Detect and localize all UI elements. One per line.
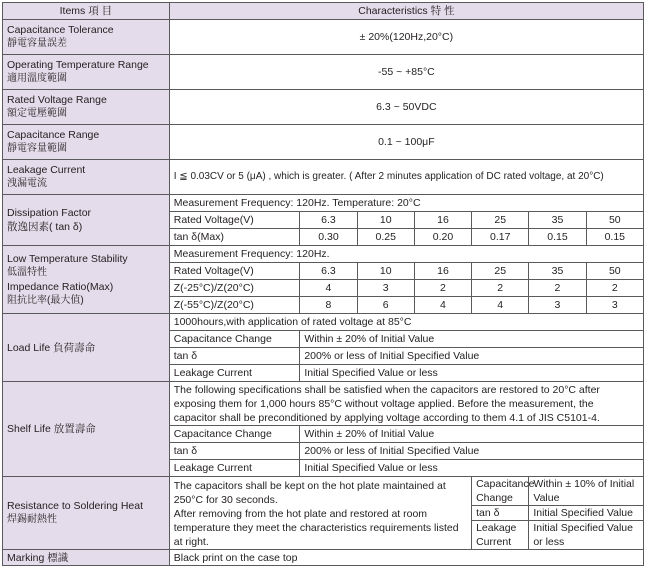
- item-value: Black print on the case top: [169, 550, 643, 566]
- table-cell: Initial Specified Value or less: [300, 460, 644, 477]
- table-cell: 3: [586, 297, 643, 314]
- table-cell: Initial Specified Value: [529, 506, 644, 521]
- item-label-zh: 散逸因素( tan δ): [7, 221, 83, 233]
- table-cell: 3: [529, 297, 586, 314]
- row-label: Z(-55°C)/Z(20°C): [169, 297, 300, 314]
- table-cell: 35: [529, 212, 586, 229]
- table-cell: 50: [586, 263, 643, 280]
- table-cell: 10: [357, 212, 414, 229]
- table-cell: 6: [357, 297, 414, 314]
- item-label: Capacitance Range: [7, 129, 100, 141]
- table-cell: 3: [357, 280, 414, 297]
- table-row: [3, 382, 644, 426]
- spec-table: [2, 2, 644, 566]
- item-label: Low Temperature Stability: [7, 252, 128, 265]
- item-label: Capacitance Tolerance: [7, 24, 114, 36]
- item-value: 0.1 ~ 100μF: [169, 125, 643, 160]
- table-cell: 16: [414, 263, 471, 280]
- item-label: Rated Voltage Range: [7, 94, 107, 106]
- table-cell: Within ± 20% of Initial Value: [300, 331, 644, 348]
- condition-text: The following specifications shall be satisfied when the capacitors are restored to 20°C after exposing them for 1,000 hours 85°C without voltage applied. Before the measurement, the capacitor shall be preconditioned by applying voltage according to them 4.1 of JIS C5101-4.: [169, 382, 643, 426]
- table-row: [3, 195, 644, 212]
- table-row: [3, 20, 644, 55]
- item-label: Impedance Ratio(Max): [7, 280, 114, 293]
- table-cell: Initial Specified Value or less: [529, 521, 644, 550]
- item-label-zh: 適用溫度範圍: [7, 73, 67, 84]
- table-cell: 0.15: [529, 229, 586, 246]
- item-value: ± 20%(120Hz,20°C): [169, 20, 643, 55]
- table-cell: 25: [472, 263, 529, 280]
- table-cell: 4: [414, 297, 471, 314]
- table-row: [3, 477, 644, 506]
- table-row: [3, 55, 644, 90]
- condition-text: Measurement Frequency: 120Hz. Temperature: 20°C: [169, 195, 643, 212]
- table-cell: 2: [529, 280, 586, 297]
- table-cell: 35: [529, 263, 586, 280]
- item-label: Marking 標識: [3, 550, 170, 566]
- table-cell: 4: [300, 280, 357, 297]
- table-cell: 4: [472, 297, 529, 314]
- table-cell: 0.15: [586, 229, 643, 246]
- item-label: Dissipation Factor: [7, 207, 92, 219]
- item-label: Resistance to Soldering Heat: [7, 500, 143, 512]
- row-label: Leakage Current: [169, 365, 300, 382]
- row-label: tan δ: [169, 443, 300, 460]
- items-header: Items 項 目: [3, 3, 170, 20]
- table-row: [3, 314, 644, 331]
- row-label: Rated Voltage(V): [169, 212, 300, 229]
- item-value: 6.3 ~ 50VDC: [169, 90, 643, 125]
- table-row: [3, 125, 644, 160]
- table-row: [3, 90, 644, 125]
- table-cell: 0.25: [357, 229, 414, 246]
- item-label-zh: 阻抗比率(最大值): [7, 294, 84, 306]
- table-cell: 6.3: [300, 212, 357, 229]
- table-cell: 0.17: [472, 229, 529, 246]
- item-label-zh: 洩漏電流: [7, 178, 47, 189]
- item-label: Shelf Life 放置壽命: [3, 382, 170, 477]
- table-cell: 2: [586, 280, 643, 297]
- item-label: Operating Temperature Range: [7, 59, 149, 71]
- row-label: Capacitance Change: [169, 426, 300, 443]
- table-cell: 8: [300, 297, 357, 314]
- row-label: Capacitance Change: [169, 331, 300, 348]
- item-label-zh: 額定電壓範圍: [7, 108, 67, 119]
- table-cell: Within ± 10% of Initial Value: [529, 477, 644, 506]
- row-label: tan δ(Max): [169, 229, 300, 246]
- table-cell: 0.30: [300, 229, 357, 246]
- table-row: [3, 160, 644, 195]
- item-label-zh: 低溫特性: [7, 266, 47, 278]
- row-label: Rated Voltage(V): [169, 263, 300, 280]
- condition-text: 1000hours,with application of rated voltage at 85°C: [169, 314, 643, 331]
- table-cell: 0.20: [414, 229, 471, 246]
- table-cell: 25: [472, 212, 529, 229]
- row-label: tan δ: [472, 506, 529, 521]
- table-cell: Initial Specified Value or less: [300, 365, 644, 382]
- item-label-zh: 靜電容量誤差: [7, 38, 67, 49]
- table-cell: 16: [414, 212, 471, 229]
- table-row: [3, 246, 644, 263]
- table-cell: 200% or less of Initial Specified Value: [300, 348, 644, 365]
- item-label-zh: 焊錫耐熱性: [7, 514, 57, 525]
- row-label: Leakage Current: [472, 521, 529, 550]
- table-cell: 50: [586, 212, 643, 229]
- item-label: Leakage Current: [7, 164, 86, 176]
- row-label: Leakage Current: [169, 460, 300, 477]
- table-cell: 6.3: [300, 263, 357, 280]
- solder-text-1: The capacitors shall be kept on the hot plate maintained at 250°C for 30 seconds.: [173, 480, 446, 506]
- table-cell: 2: [414, 280, 471, 297]
- item-value: I ≦ 0.03CV or 5 (μA) , which is greater. ( After 2 minutes application of DC rated voltage, at 20°C): [169, 160, 643, 195]
- table-row: [3, 550, 644, 566]
- table-cell: 10: [357, 263, 414, 280]
- characteristics-header: Characteristics 特 性: [169, 3, 643, 20]
- row-label: Z(-25°C)/Z(20°C): [169, 280, 300, 297]
- item-label: Load Life 負荷壽命: [3, 314, 170, 382]
- table-cell: 200% or less of Initial Specified Value: [300, 443, 644, 460]
- row-label: Capacitance Change: [472, 477, 529, 506]
- condition-text: Measurement Frequency: 120Hz.: [169, 246, 643, 263]
- solder-text-2: After removing from the hot plate and restored at room temperature they meet the characteristics requirements listed at right.: [173, 508, 459, 548]
- table-cell: Within ± 20% of Initial Value: [300, 426, 644, 443]
- table-cell: 2: [472, 280, 529, 297]
- item-label-zh: 靜電容量範圍: [7, 143, 67, 154]
- item-value: -55 ~ +85°C: [169, 55, 643, 90]
- row-label: tan δ: [169, 348, 300, 365]
